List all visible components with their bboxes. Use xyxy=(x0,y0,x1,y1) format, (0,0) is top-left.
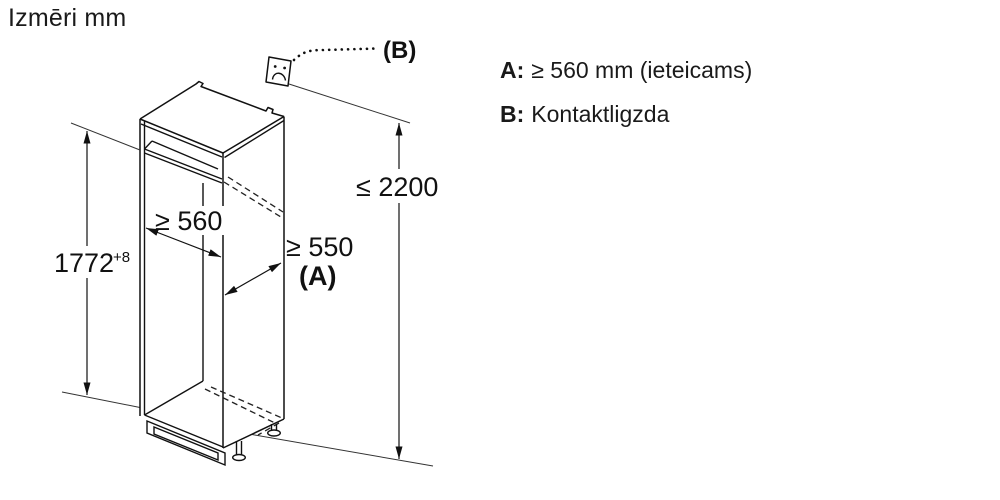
right-foot-base xyxy=(268,430,281,436)
label-niche-height: 1772 xyxy=(54,248,115,278)
extension-line-max-height-top xyxy=(289,84,410,123)
top-panel-thickness-right xyxy=(225,121,285,158)
page-title: Izmēri mm xyxy=(8,4,127,32)
label-max-height: ≤ 2200 xyxy=(356,172,439,202)
extension-line-niche-height-top xyxy=(71,123,140,150)
niche-floor-left-edge xyxy=(145,381,204,415)
legend-value-b: Kontaktligzda xyxy=(531,101,670,127)
label-depth-ref-a: (A) xyxy=(299,261,337,291)
label-niche-height-tolerance: +8 xyxy=(113,249,131,266)
socket-callout-dotted-line xyxy=(294,49,377,61)
front-foot-base xyxy=(233,455,246,461)
label-appliance-depth: ≥ 550 xyxy=(286,232,354,262)
floor-line xyxy=(62,392,433,466)
power-socket-icon xyxy=(266,57,291,86)
legend-key-b: B: xyxy=(500,101,525,127)
dimension-depth-arrow xyxy=(225,263,281,295)
legend-value-a: ≥ 560 mm (ieteicams) xyxy=(531,57,753,83)
cabinet-top-back-edges xyxy=(140,82,284,120)
appliance-feet xyxy=(233,424,281,461)
label-niche-width: ≥ 560 xyxy=(155,206,223,236)
plinth xyxy=(145,415,226,465)
label-socket-ref-b: (B) xyxy=(383,37,417,64)
legend-key-a: A: xyxy=(500,57,525,83)
